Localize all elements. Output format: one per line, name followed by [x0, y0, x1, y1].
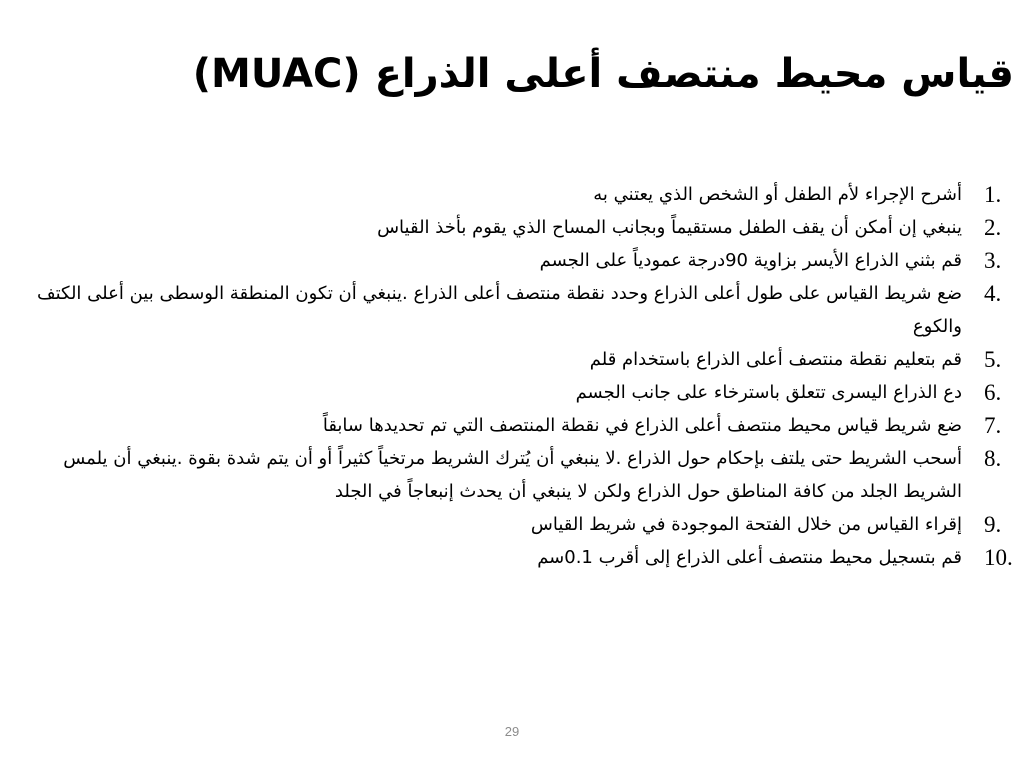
item-number: 3. [984, 248, 1002, 273]
list-item [24, 277, 1002, 343]
item-number: 7. [984, 413, 1002, 438]
item-number: 2. [984, 215, 1002, 240]
item-number: 8. [984, 446, 1002, 471]
list-item [24, 244, 1002, 277]
item-text: قم بثني الذراع الأيسر بزاوية 90درجة عمودياً على الجسم [539, 250, 962, 271]
item-text: قم بتعليم نقطة منتصف أعلى الذراع باستخدام قلم [589, 349, 962, 370]
item-text: قم بتسجيل محيط منتصف أعلى الذراع إلى أقرب 0.1سم [537, 547, 962, 568]
item-number: 1. [984, 182, 1002, 207]
list-item [24, 442, 1002, 508]
item-number: 6. [984, 380, 1002, 405]
item-text: ضع شريط القياس على طول أعلى الذراع وحدد نقطة منتصف أعلى الذراع .ينبغي أن تكون المنطقة الوسطى بين أعلى الكتف والكوع [36, 283, 962, 337]
page-number: 29 [504, 724, 520, 739]
item-number: 5. [984, 347, 1002, 372]
list-item [24, 409, 1002, 442]
item-number: 4. [984, 281, 1002, 306]
instruction-list [24, 178, 1013, 574]
slide-title: قياس محيط منتصف أعلى الذراع (MUAC) [192, 51, 1014, 97]
item-text: دع الذراع اليسرى تتعلق باسترخاء على جانب الجسم [575, 382, 962, 403]
item-text: أشرح الإجراء لأم الطفل أو الشخص الذي يعتني به [593, 184, 962, 205]
list-item [24, 343, 1002, 376]
item-number: 9. [984, 512, 1002, 537]
item-text: أسحب الشريط حتى يلتف بإحكام حول الذراع .لا ينبغي أن يُترك الشريط مرتخياً كثيراً أو أن يتم شدة بقوة .ينبغي أن يلمس الشريط الجلد من كافة المناطق حول الذراع ولكن لا ينبغي أن يحدث إنبعاجاً في الجلد [63, 448, 962, 502]
list-item [24, 211, 1002, 244]
list-item [24, 376, 1002, 409]
list-item [24, 178, 1002, 211]
item-text: ضع شريط قياس محيط منتصف أعلى الذراع في نقطة المنتصف التي تم تحديدها سابقاً [322, 415, 962, 436]
item-text: إقراء القياس من خلال الفتحة الموجودة في شريط القياس [530, 514, 962, 535]
item-text: ينبغي إن أمكن أن يقف الطفل مستقيماً وبجانب المساح الذي يقوم بأخذ القياس [377, 217, 962, 238]
list-item [24, 508, 1002, 541]
list-item [24, 541, 1013, 574]
item-number: 10. [984, 545, 1013, 570]
